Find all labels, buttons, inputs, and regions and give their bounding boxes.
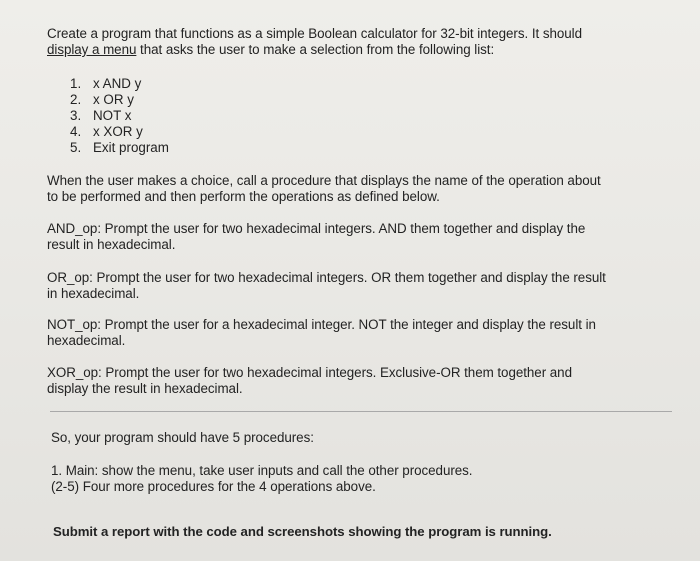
and-op-paragraph xyxy=(47,221,647,253)
display-menu-underlined: display a menu xyxy=(47,42,137,57)
list-item-number: 2. xyxy=(70,92,82,107)
list-item-number: 1. xyxy=(70,76,82,91)
choice-line-2: to be performed and then perform the operations as defined below. xyxy=(47,189,440,204)
list-item xyxy=(70,92,169,108)
list-item-label: Exit program xyxy=(93,140,169,155)
submit-instruction: Submit a report with the code and screenshots showing the program is running. xyxy=(53,524,552,539)
intro-line-2-rest: that asks the user to make a selection from the following list: xyxy=(136,42,495,57)
and-op-line-1: AND_op: Prompt the user for two hexadecimal integers. AND them together and display the xyxy=(47,221,586,236)
list-item-label: NOT x xyxy=(93,108,132,123)
list-item-number: 5. xyxy=(70,140,82,155)
list-item-number: 4. xyxy=(70,124,82,139)
procedures-paragraph xyxy=(51,463,651,495)
not-op-line-2: hexadecimal. xyxy=(47,333,126,348)
list-item-label: x OR y xyxy=(93,92,134,107)
not-op-paragraph xyxy=(47,317,647,349)
list-item xyxy=(70,124,169,140)
intro-line-1: Create a program that functions as a simple Boolean calculator for 32-bit integers. It should xyxy=(47,26,582,41)
or-op-line-2: in hexadecimal. xyxy=(47,286,140,301)
or-op-line-1: OR_op: Prompt the user for two hexadecimal integers. OR them together and display the result xyxy=(47,270,606,285)
list-item-label: x AND y xyxy=(93,76,142,91)
intro-line-2 xyxy=(47,42,667,58)
not-op-line-1: NOT_op: Prompt the user for a hexadecimal integer. NOT the integer and display the result in xyxy=(47,317,596,332)
procedures-line-1: 1. Main: show the menu, take user inputs and call the other procedures. xyxy=(51,463,473,478)
choice-line-1: When the user makes a choice, call a procedure that displays the name of the operation about xyxy=(47,173,601,188)
list-item-label: x XOR y xyxy=(93,124,143,139)
xor-op-line-1: XOR_op: Prompt the user for two hexadecimal integers. Exclusive-OR them together and xyxy=(47,365,572,380)
or-op-paragraph xyxy=(47,270,647,302)
choice-paragraph xyxy=(47,173,667,205)
and-op-line-2: result in hexadecimal. xyxy=(47,237,176,252)
menu-options-list xyxy=(70,76,169,156)
procedures-intro: So, your program should have 5 procedures: xyxy=(51,430,314,445)
list-item xyxy=(70,140,169,156)
procedures-line-2: (2-5) Four more procedures for the 4 operations above. xyxy=(51,479,376,494)
list-item xyxy=(70,76,169,92)
list-item xyxy=(70,108,169,124)
section-divider xyxy=(50,411,672,412)
intro-paragraph xyxy=(47,26,667,58)
list-item-number: 3. xyxy=(70,108,82,123)
xor-op-line-2: display the result in hexadecimal. xyxy=(47,381,243,396)
xor-op-paragraph xyxy=(47,365,647,397)
